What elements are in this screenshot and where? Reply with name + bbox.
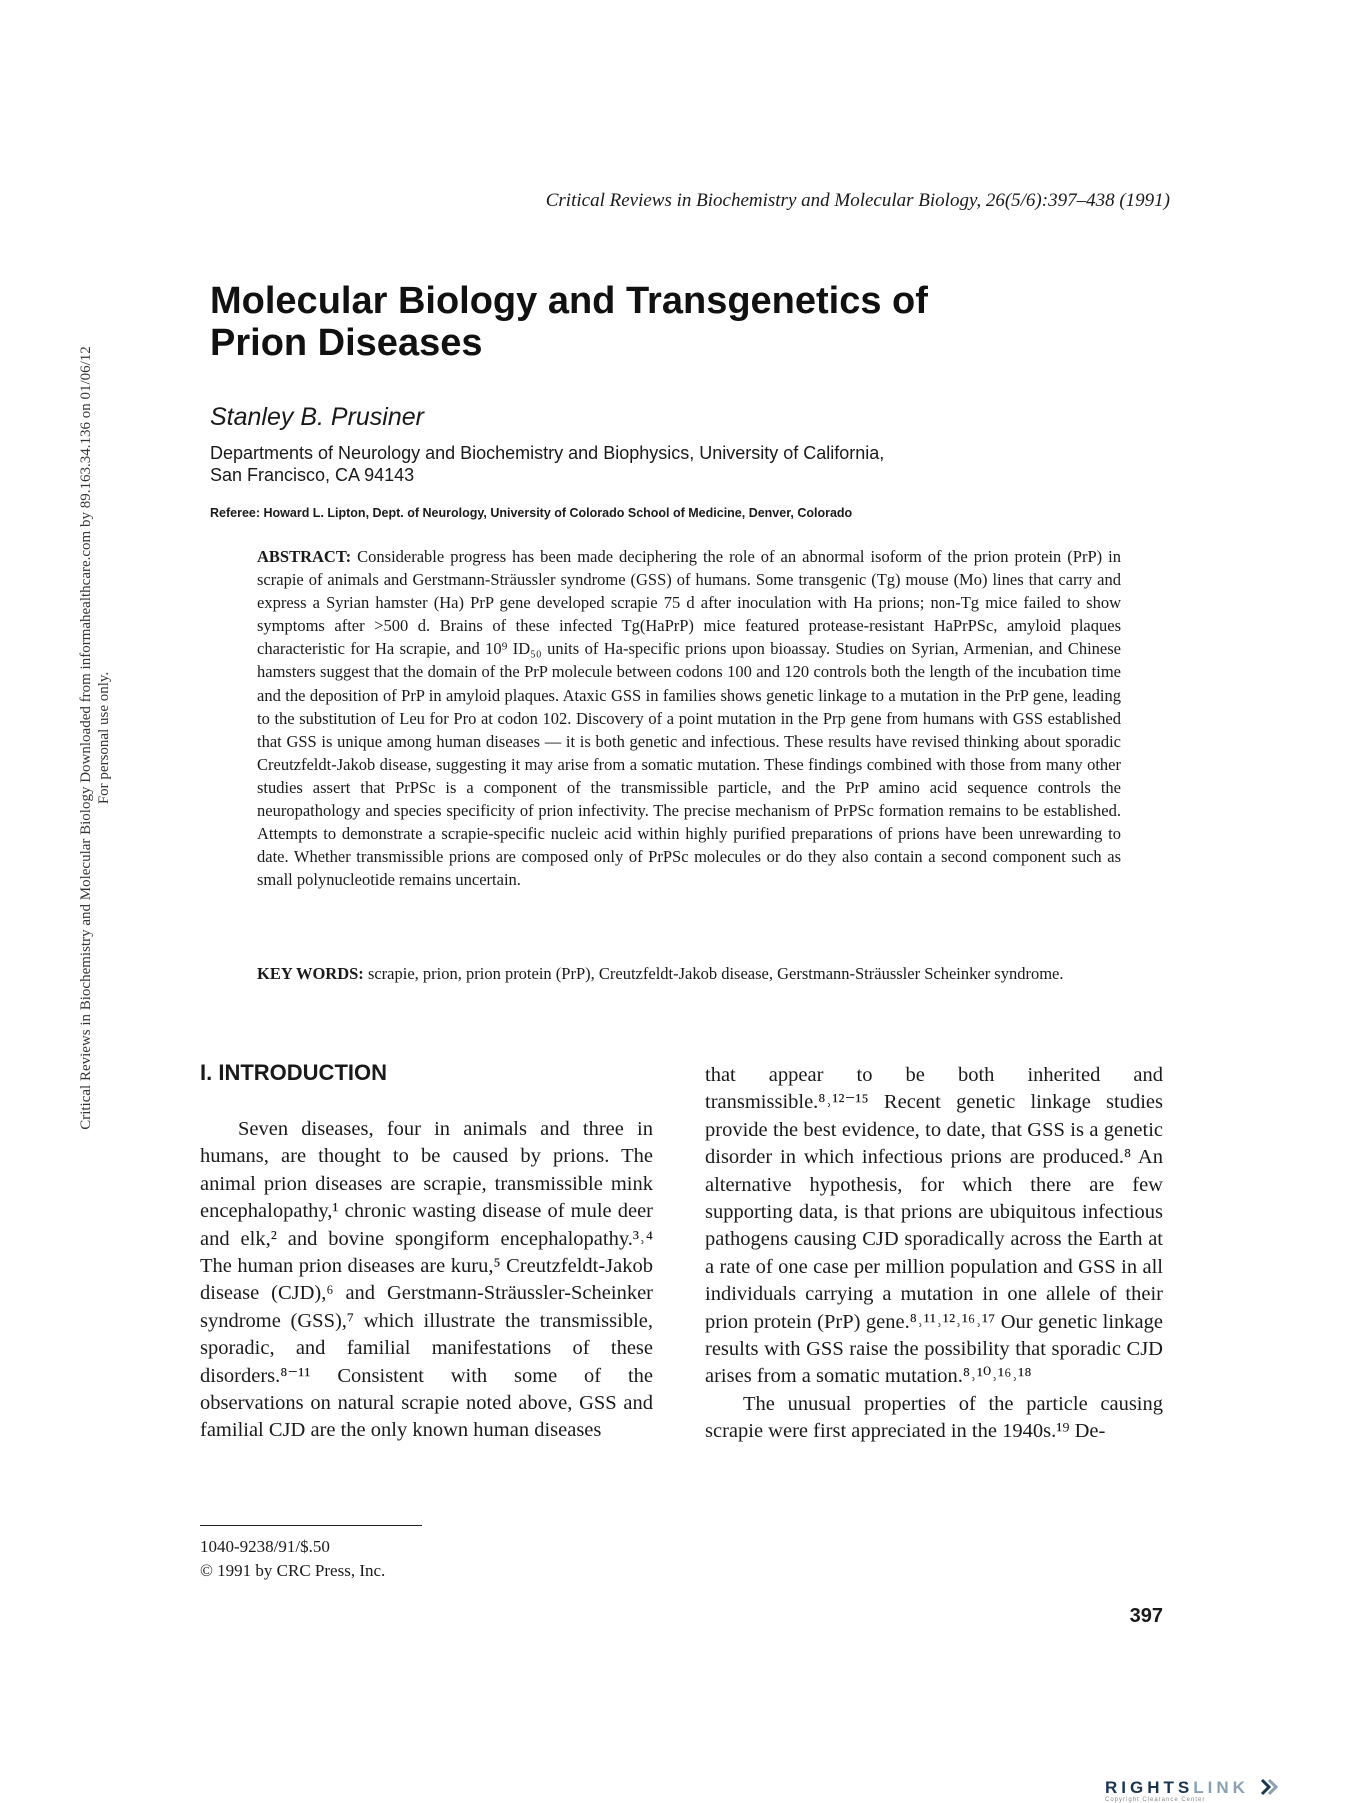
intro-paragraph-continued: that appear to be both inherited and transmissible.⁸˒¹²⁻¹⁵ Recent genetic linkage studies provide the best evidence, to date, that GSS is a genetic disorder in which infectious prions are produced.⁸ An alternative hypothesis, for which there are few supporting data, is that prions are ubiquitous infectious pathogens causing CJD sporadically across the Earth at a rate of one case per million population and GSS in all individuals carrying a mutation in one allele of their prion protein (PrP) gene.⁸˒¹¹˒¹²˒¹⁶˒¹⁷ Our genetic linkage results with GSS raise the possibility that sporadic CJD arises from a somatic mutation.⁸˒¹⁰˒¹⁶˒¹⁸	[705, 1064, 1163, 1388]
affiliation-line-2: San Francisco, CA 94143	[210, 465, 415, 485]
intro-paragraph-1: Seven diseases, four in animals and three in humans, are thought to be caused by prions. The animal prion diseases are scrapie, transmissible mink encephalopathy,¹ chronic wasting disease of mule deer and elk,² and bovine spongiform encephalopathy.³˒⁴ The human prion diseases are kuru,⁵ Creutzfeldt-Jakob disease (CJD),⁶ and Gerstmann-Sträussler-Scheinker syndrome (GSS),⁷ which illustrate the transmissible, sporadic, and familial manifestations of these disorders.⁸⁻¹¹ Consistent with some of the observations on natural scrapie noted above, GSS and familial CJD are the only known human diseases	[200, 1118, 653, 1442]
title-line-2: Prion Diseases	[210, 322, 483, 364]
footnote	[200, 1535, 385, 1583]
abstract-label: ABSTRACT:	[257, 547, 352, 566]
watermark-line-1: Critical Reviews in Biochemistry and Molecular Biology Downloaded from informahealthcare.com by 89.163.34.136 on 01/06/12	[78, 346, 94, 1130]
referee-line: Referee: Howard L. Lipton, Dept. of Neurology, University of Colorado School of Medicine, Denver, Colorado	[210, 506, 853, 520]
body-column-left	[200, 1116, 653, 1445]
keywords-text: scrapie, prion, prion protein (PrP), Creutzfeldt-Jakob disease, Gerstmann-Sträussler Scheinker syndrome.	[367, 964, 1064, 983]
journal-citation: Critical Reviews in Biochemistry and Molecular Biology, 26(5/6):397–438 (1991)	[545, 190, 1170, 211]
footnote-rule	[200, 1525, 422, 1526]
rightslink-logo[interactable]	[1105, 1778, 1305, 1803]
abstract-text: Considerable progress has been made deciphering the role of an abnormal isoform of the prion protein (PrP) in scrapie of animals and Gerstmann-Sträussler syndrome (GSS) of humans. Some transgenic (Tg) mouse (Mo) lines that carry and express a Syrian hamster (Ha) PrP gene developed scrapie 75 d after inoculation with Ha prions; non-Tg mice failed to show symptoms after >500 d. Brains of these infected Tg(HaPrP) mice featured protease-resistant HaPrPSc, amyloid plaques characteristic for Ha scrapie, and 10⁹ ID₅₀ units of Ha-specific prions upon bioassay. Studies on Syrian, Armenian, and Chinese hamsters suggest that the domain of the PrP molecule between codons 100 and 120 controls both the length of the incubation time and the deposition of PrP in amyloid plaques. Ataxic GSS in families shows genetic linkage to a mutation in the PrP gene, leading to the substitution of Leu for Pro at codon 102. Discovery of a point mutation in the Prp gene from humans with GSS established that GSS is unique among human diseases — it is both genetic and infectious. These results have revised thinking about sporadic Creutzfeldt-Jakob disease, suggesting it may arise from a somatic mutation. These findings combined with those from many other studies assert that PrPSc is a component of the transmissible particle, and the PrP amino acid sequence controls the neuropathology and species specificity of prion infectivity. The precise mechanism of PrPSc formation remains to be established. Attempts to demonstrate a scrapie-specific nucleic acid within highly purified preparations of prions have been unrewarding to date. Whether transmissible prions are composed only of PrPSc molecules or do they also contain a second component such as small polynucleotide remains uncertain.	[257, 547, 1121, 890]
abstract	[257, 545, 1121, 891]
page-number: 397	[1129, 1605, 1163, 1627]
download-watermark	[77, 98, 113, 1378]
logo-subtitle: Copyright Clearance Center	[1105, 1797, 1206, 1803]
logo-text-dark: RIGHTS	[1105, 1778, 1194, 1797]
keywords	[257, 962, 1121, 985]
logo-text-light: LINK	[1193, 1778, 1249, 1797]
footnote-code: 1040-9238/91/$.50	[200, 1537, 330, 1556]
author-affiliation	[210, 442, 1110, 486]
title-line-1: Molecular Biology and Transgenetics of	[210, 280, 928, 322]
footnote-copyright: © 1991 by CRC Press, Inc.	[200, 1561, 386, 1580]
section-heading: I. INTRODUCTION	[200, 1060, 387, 1085]
intro-paragraph-2: The unusual properties of the particle causing scrapie were first appreciated in the 1940s.¹⁹ De-	[705, 1392, 1163, 1443]
affiliation-line-1: Departments of Neurology and Biochemistry and Biophysics, University of California,	[210, 443, 885, 463]
body-column-right	[705, 1062, 1163, 1446]
article-title	[210, 280, 1110, 364]
chevron-right-icon	[1258, 1778, 1280, 1796]
watermark-line-2: For personal use only.	[96, 671, 112, 805]
author-name: Stanley B. Prusiner	[210, 403, 424, 431]
keywords-label: KEY WORDS:	[257, 964, 364, 983]
